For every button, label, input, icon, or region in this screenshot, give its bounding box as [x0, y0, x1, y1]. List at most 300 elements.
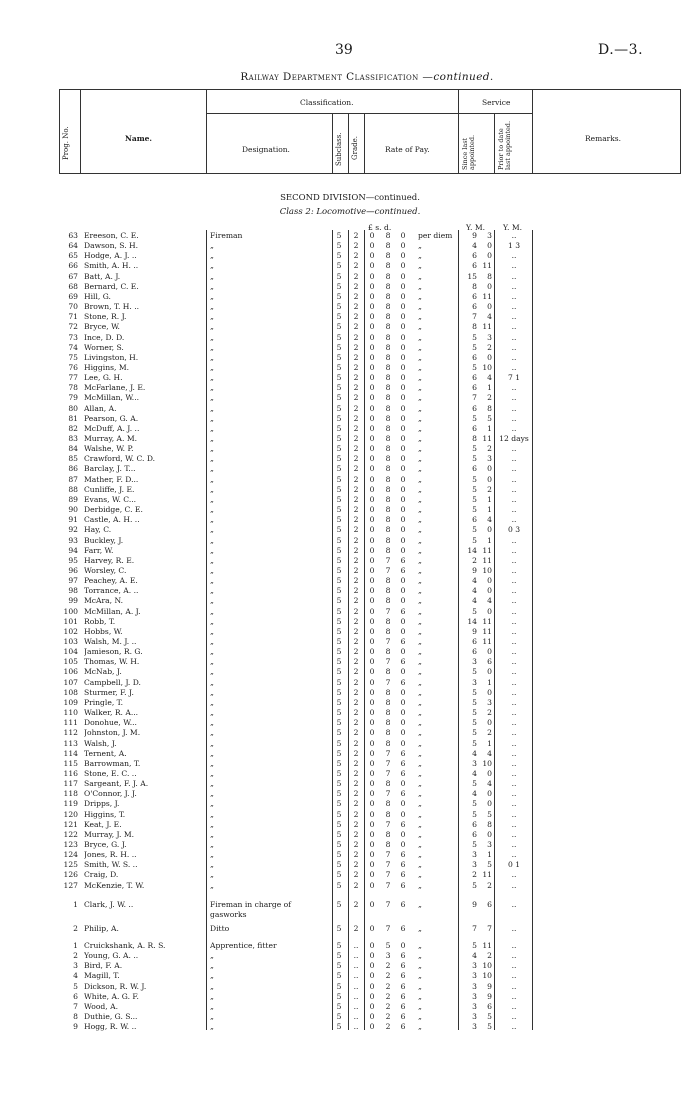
service-years: 3 — [472, 981, 477, 991]
table-row — [0, 536, 700, 546]
pay-unit: „ — [418, 667, 422, 677]
prior-service: .. — [511, 768, 517, 778]
service-years: 4 — [472, 951, 477, 961]
pay-shillings: 3 — [385, 951, 391, 961]
pay-shillings: 8 — [385, 484, 391, 494]
designation: „ — [210, 281, 214, 291]
pay-pounds: 0 — [369, 768, 375, 778]
grade: 2 — [353, 900, 359, 909]
grade: 2 — [353, 687, 359, 697]
designation: „ — [210, 576, 214, 586]
subclass: 5 — [336, 961, 342, 971]
service-months: 4 — [487, 373, 492, 383]
designation: „ — [210, 951, 214, 961]
employee-name: Walsh, J. — [84, 738, 117, 748]
page-title-text: Railway Department Classification — [240, 71, 419, 83]
table-row — [0, 779, 700, 789]
service-years: 5 — [472, 454, 477, 464]
pay-shillings: 7 — [385, 606, 391, 616]
grade: 2 — [353, 779, 359, 789]
row-number: 1 — [73, 900, 78, 909]
service-months: 1 — [487, 738, 492, 748]
grade: 2 — [353, 535, 359, 545]
employee-name: Johnston, J. M. — [84, 728, 141, 738]
pay-pounds: 0 — [369, 728, 375, 738]
row-number: 112 — [63, 728, 78, 738]
prior-service: .. — [511, 941, 517, 950]
row-number: 107 — [63, 677, 78, 687]
row-number: 101 — [63, 616, 78, 626]
pay-pounds: 0 — [369, 748, 375, 758]
employee-name: McKenzie, T. W. — [84, 880, 145, 890]
prior-service: .. — [511, 718, 517, 728]
employee-name: Stone, E. C. .. — [84, 768, 137, 778]
row-number: 72 — [68, 322, 78, 332]
grade: 2 — [353, 464, 359, 474]
table-row — [0, 322, 700, 332]
pay-shillings: 8 — [385, 434, 391, 443]
row-number: 73 — [68, 332, 78, 342]
employee-name: Lee, G. H. — [84, 373, 123, 383]
pay-pounds: 0 — [369, 616, 375, 626]
pay-unit: „ — [418, 687, 422, 697]
service-years: 5 — [472, 809, 477, 819]
table-row — [0, 485, 700, 495]
prior-service: .. — [511, 657, 517, 667]
subclass: 5 — [336, 941, 342, 950]
grade: 2 — [353, 840, 359, 849]
service-years: 5 — [472, 840, 477, 849]
pay-pence: 0 — [400, 494, 406, 504]
employee-name: Cunliffe, J. E. — [84, 484, 135, 494]
designation: „ — [210, 373, 214, 383]
service-months: 11 — [482, 434, 492, 443]
pay-unit: „ — [418, 991, 422, 1001]
pay-shillings: 7 — [385, 860, 391, 870]
prior-service: .. — [511, 799, 517, 809]
service-years: 6 — [472, 291, 477, 301]
header-prior-to-date: Prior to date last appointed. — [497, 120, 512, 170]
row-number: 96 — [68, 565, 78, 575]
pay-pounds: 0 — [369, 991, 375, 1001]
prior-service: .. — [511, 281, 517, 291]
designation: Apprentice, fitter — [210, 941, 277, 950]
pay-pounds: 0 — [369, 860, 375, 870]
pay-pounds: 0 — [369, 829, 375, 839]
pay-unit: „ — [418, 373, 422, 383]
pay-shillings: 7 — [385, 677, 391, 687]
service-months: 11 — [482, 626, 492, 636]
prior-service: .. — [511, 667, 517, 677]
pay-pounds: 0 — [369, 637, 375, 646]
pay-pounds: 0 — [369, 251, 375, 261]
prior-service: .. — [511, 697, 517, 707]
designation: „ — [210, 606, 214, 616]
table-row — [0, 1012, 700, 1022]
designation: „ — [210, 697, 214, 707]
employee-name: Philip, A. — [84, 924, 119, 933]
prior-service: .. — [511, 789, 517, 799]
employee-name: Worsley, C. — [84, 565, 127, 575]
pay-pence: 0 — [400, 809, 406, 819]
service-months: 11 — [482, 555, 492, 565]
grade: 2 — [353, 697, 359, 707]
pay-pounds: 0 — [369, 1022, 375, 1032]
service-months: 6 — [487, 1001, 492, 1011]
table-row — [0, 505, 700, 515]
employee-name: Bryce, W. — [84, 322, 120, 332]
pay-pounds: 0 — [369, 687, 375, 697]
employee-name: Bryce, G. J. — [84, 840, 127, 849]
table-row — [0, 363, 700, 373]
pay-shillings: 8 — [385, 545, 391, 555]
row-number: 6 — [73, 991, 78, 1001]
pay-shillings: 8 — [385, 718, 391, 728]
pay-shillings: 8 — [385, 799, 391, 809]
pay-shillings: 8 — [385, 302, 391, 311]
subclass: 5 — [336, 768, 342, 778]
designation: „ — [210, 525, 214, 535]
grade: 2 — [353, 434, 359, 443]
pay-shillings: 8 — [385, 373, 391, 383]
service-months: 5 — [487, 809, 492, 819]
pay-unit: „ — [418, 332, 422, 342]
pay-pounds: 0 — [369, 596, 375, 606]
grade: .. — [353, 961, 359, 971]
table-row — [0, 556, 700, 566]
header-classification: Classification. — [300, 98, 354, 107]
row-number: 84 — [68, 444, 78, 454]
pay-pence: 0 — [400, 251, 406, 261]
employee-name: Brown, T. H. .. — [84, 302, 140, 311]
table-row — [0, 881, 700, 891]
grade: 2 — [353, 413, 359, 423]
employee-name: Smith, A. H. .. — [84, 261, 139, 271]
table-row — [0, 434, 700, 444]
pay-shillings: 8 — [385, 342, 391, 352]
employee-name: McMillan, A. J. — [84, 606, 141, 616]
service-years: 5 — [472, 708, 477, 717]
employee-name: Barrowman, T. — [84, 758, 141, 768]
pay-unit: „ — [418, 454, 422, 464]
designation: „ — [210, 271, 214, 281]
table-row — [0, 302, 700, 312]
prior-service: .. — [511, 626, 517, 636]
employee-name: McDuff, A. J. .. — [84, 423, 140, 433]
pay-shillings: 2 — [385, 991, 391, 1001]
table-row — [0, 971, 700, 981]
service-months: 0 — [487, 525, 492, 535]
pay-shillings: 2 — [385, 1012, 391, 1021]
designation: „ — [210, 779, 214, 789]
employee-name: Higgins, T. — [84, 809, 126, 819]
pay-pence: 0 — [400, 616, 406, 626]
pay-shillings: 8 — [385, 474, 391, 484]
designation: „ — [210, 565, 214, 575]
service-years: 6 — [472, 261, 477, 271]
grade: .. — [353, 951, 359, 961]
employee-name: O'Connor, J. J. — [84, 789, 137, 799]
designation: „ — [210, 829, 214, 839]
service-years: 14 — [467, 545, 477, 555]
pay-pence: 6 — [400, 1001, 406, 1011]
pay-pence: 0 — [400, 332, 406, 342]
table-row — [0, 464, 700, 474]
grade: 2 — [353, 799, 359, 809]
grade: 2 — [353, 647, 359, 657]
employee-name: Bernard, C. E. — [84, 281, 139, 291]
table-row — [0, 251, 700, 261]
prior-service: .. — [511, 302, 517, 311]
row-number: 114 — [63, 748, 78, 758]
row-number: 98 — [68, 586, 78, 596]
service-months: 8 — [487, 819, 492, 829]
grade: 2 — [353, 870, 359, 880]
designation: „ — [210, 647, 214, 657]
pay-pence: 0 — [400, 525, 406, 535]
pay-pounds: 0 — [369, 708, 375, 717]
grade: 2 — [353, 281, 359, 291]
service-years: 6 — [472, 373, 477, 383]
pay-pence: 6 — [400, 555, 406, 565]
row-number: 79 — [68, 393, 78, 403]
prior-service: .. — [511, 322, 517, 332]
row-number: 3 — [73, 961, 78, 971]
prior-service: .. — [511, 576, 517, 586]
service-months: 1 — [487, 505, 492, 514]
table-row — [0, 454, 700, 464]
employee-name: Walker, R. A... — [84, 708, 139, 717]
designation: „ — [210, 494, 214, 504]
grade: 2 — [353, 606, 359, 616]
grade: 2 — [353, 768, 359, 778]
subclass: 5 — [336, 924, 342, 933]
subclass: 5 — [336, 991, 342, 1001]
service-months: 3 — [487, 840, 492, 849]
pay-pence: 6 — [400, 991, 406, 1001]
row-number: 71 — [68, 312, 78, 322]
pay-pence: 0 — [400, 434, 406, 443]
table-row — [0, 566, 700, 576]
row-number: 64 — [68, 241, 78, 251]
grade: 2 — [353, 586, 359, 596]
grade: 2 — [353, 789, 359, 799]
subclass: 5 — [336, 342, 342, 352]
grade: 2 — [353, 494, 359, 504]
pay-pence: 0 — [400, 302, 406, 311]
grade: 2 — [353, 596, 359, 606]
subclass: 5 — [336, 951, 342, 961]
pay-pounds: 0 — [369, 291, 375, 301]
employee-name: Smith, W. S. .. — [84, 860, 138, 870]
pay-pence: 0 — [400, 738, 406, 748]
employee-name: Murray, J. M. — [84, 829, 135, 839]
service-months: 4 — [487, 748, 492, 758]
subclass: 5 — [336, 251, 342, 261]
pay-unit: „ — [418, 444, 422, 454]
service-years: 4 — [472, 586, 477, 596]
prior-service: .. — [511, 1012, 517, 1021]
service-months: 0 — [487, 474, 492, 484]
prior-service: .. — [511, 924, 517, 933]
pay-pounds: 0 — [369, 312, 375, 322]
table-row — [0, 576, 700, 586]
service-years: 5 — [472, 687, 477, 697]
employee-name: Torrance, A. .. — [84, 586, 139, 596]
prior-service: .. — [511, 981, 517, 991]
pay-pounds: 0 — [369, 423, 375, 433]
pay-pence: 6 — [400, 900, 406, 909]
subclass: 5 — [336, 1012, 342, 1021]
pay-pounds: 0 — [369, 261, 375, 271]
table-row — [0, 657, 700, 667]
subclass: 5 — [336, 829, 342, 839]
row-number: 77 — [68, 373, 78, 383]
pay-unit: „ — [418, 525, 422, 535]
table-row — [0, 495, 700, 505]
employee-name: Peachey, A. E. — [84, 576, 138, 586]
table-row — [0, 373, 700, 383]
pay-pence: 0 — [400, 535, 406, 545]
prior-service: .. — [511, 951, 517, 961]
pay-pence: 0 — [400, 799, 406, 809]
pay-shillings: 5 — [385, 941, 391, 950]
pay-pounds: 0 — [369, 464, 375, 474]
subclass: 5 — [336, 555, 342, 565]
prior-service: .. — [511, 758, 517, 768]
grade: .. — [353, 1012, 359, 1021]
row-number: 122 — [63, 829, 78, 839]
employee-name: Sturmer, F. J. — [84, 687, 134, 697]
prior-service: .. — [511, 261, 517, 271]
pay-pence: 6 — [400, 880, 406, 890]
subclass: 5 — [336, 413, 342, 423]
service-months: 0 — [487, 281, 492, 291]
prior-service: .. — [511, 586, 517, 596]
table-row — [0, 1022, 700, 1032]
service-years: 5 — [472, 697, 477, 707]
subclass: 5 — [336, 484, 342, 494]
designation: „ — [210, 505, 214, 514]
grade: 2 — [353, 708, 359, 717]
row-number: 1 — [73, 941, 78, 950]
subclass: 5 — [336, 880, 342, 890]
prior-service: 0 1 — [507, 860, 521, 870]
pay-unit: „ — [418, 900, 422, 909]
pay-pence: 0 — [400, 423, 406, 433]
employee-name: Cruickshank, A. R. S. — [84, 941, 166, 950]
grade: 2 — [353, 860, 359, 870]
pay-shillings: 8 — [385, 505, 391, 514]
pay-shillings: 8 — [385, 271, 391, 281]
pay-shillings: 8 — [385, 708, 391, 717]
pay-unit: „ — [418, 789, 422, 799]
service-months: 5 — [487, 1022, 492, 1032]
designation: „ — [210, 596, 214, 606]
table-row — [0, 749, 700, 759]
grade: .. — [353, 981, 359, 991]
employee-name: Robb, T. — [84, 616, 116, 626]
pay-pounds: 0 — [369, 789, 375, 799]
grade: 2 — [353, 393, 359, 403]
employee-name: Hay, C. — [84, 525, 112, 535]
row-number: 91 — [68, 515, 78, 525]
table-row — [0, 850, 700, 860]
table-row — [0, 982, 700, 992]
service-years: 5 — [472, 728, 477, 738]
pay-pounds: 0 — [369, 941, 375, 950]
service-months: 0 — [487, 647, 492, 657]
table-row — [0, 383, 700, 393]
designation: „ — [210, 870, 214, 880]
table-row — [0, 647, 700, 657]
pay-pounds: 0 — [369, 961, 375, 971]
employee-name: Evans, W. C... — [84, 494, 137, 504]
service-months: 11 — [482, 941, 492, 950]
service-years: 6 — [472, 819, 477, 829]
employee-name: Campbell, J. D. — [84, 677, 141, 687]
pay-unit: „ — [418, 748, 422, 758]
prior-service: .. — [511, 413, 517, 423]
row-number: 99 — [68, 596, 78, 606]
row-number: 127 — [63, 880, 78, 890]
pay-pence: 0 — [400, 505, 406, 514]
pay-pence: 0 — [400, 576, 406, 586]
row-number: 121 — [63, 819, 78, 829]
row-number: 103 — [63, 637, 78, 646]
pay-shillings: 8 — [385, 829, 391, 839]
pay-pence: 0 — [400, 444, 406, 454]
designation: „ — [210, 434, 214, 443]
designation: „ — [210, 626, 214, 636]
pay-shillings: 8 — [385, 586, 391, 596]
pay-shillings: 8 — [385, 840, 391, 849]
table-row — [0, 586, 700, 596]
pay-shillings: 2 — [385, 981, 391, 991]
row-number: 82 — [68, 423, 78, 433]
service-years: 6 — [472, 464, 477, 474]
row-number: 2 — [73, 924, 78, 933]
pay-pence: 0 — [400, 291, 406, 301]
table-row — [0, 759, 700, 769]
pay-pence: 0 — [400, 464, 406, 474]
row-number: 65 — [68, 251, 78, 261]
pay-shillings: 8 — [385, 687, 391, 697]
pay-pence: 0 — [400, 413, 406, 423]
service-years: 4 — [472, 576, 477, 586]
pay-pence: 0 — [400, 697, 406, 707]
table-row — [0, 951, 700, 961]
page-title-suffix: —continued. — [422, 71, 494, 83]
pay-unit: „ — [418, 362, 422, 372]
employee-name: Livingston, H. — [84, 352, 139, 362]
pay-pence: 0 — [400, 545, 406, 555]
subclass: 5 — [336, 626, 342, 636]
pay-unit: „ — [418, 738, 422, 748]
pay-pounds: 0 — [369, 241, 375, 251]
grade: .. — [353, 1022, 359, 1032]
pay-shillings: 8 — [385, 464, 391, 474]
designation: „ — [210, 667, 214, 677]
pay-unit: „ — [418, 840, 422, 849]
row-number: 68 — [68, 281, 78, 291]
prior-service: .. — [511, 880, 517, 890]
prior-service: .. — [511, 606, 517, 616]
prior-service: .. — [511, 312, 517, 322]
designation: „ — [210, 971, 214, 981]
employee-name: Pringle, T. — [84, 697, 124, 707]
prior-service: .. — [511, 352, 517, 362]
